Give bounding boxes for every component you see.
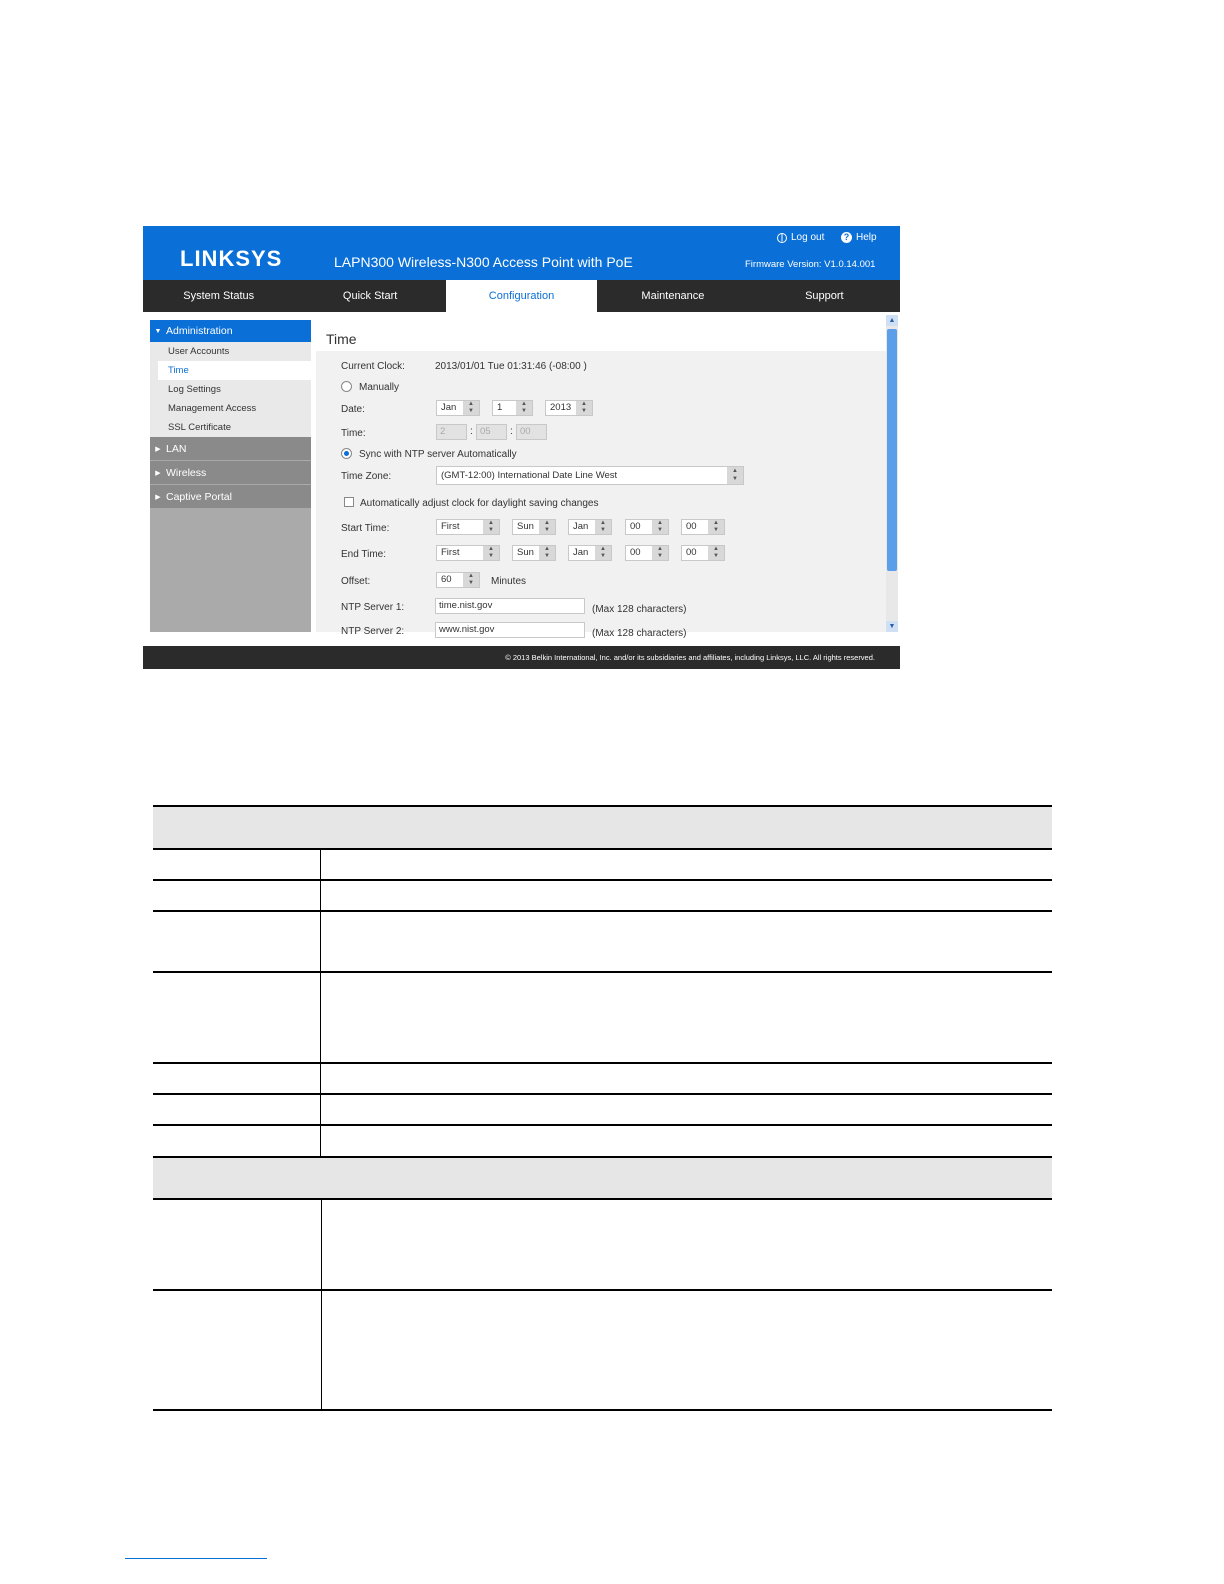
- content-scrollbar[interactable]: [886, 315, 898, 632]
- spinner-icon: ▲ ▼: [595, 520, 611, 534]
- tab-configuration[interactable]: Configuration: [446, 280, 597, 312]
- ntp1-input[interactable]: time.nist.gov: [435, 598, 585, 614]
- table-rule: [153, 1409, 1052, 1411]
- ntp2-hint: (Max 128 characters): [592, 628, 687, 639]
- ntp-sync-label: Sync with NTP server Automatically: [359, 449, 517, 460]
- copyright-footer: © 2013 Belkin International, Inc. and/or its subsidiaries and affiliates, including Linksys, LLC. All rights reserved.: [143, 646, 900, 669]
- spinner-icon: ▲ ▼: [576, 401, 592, 415]
- scroll-down-icon[interactable]: ▼: [886, 621, 898, 632]
- start-time-label: Start Time:: [341, 523, 390, 534]
- ntp1-label: NTP Server 1:: [341, 602, 405, 613]
- scroll-up-icon[interactable]: ▲: [886, 315, 898, 326]
- current-clock-value: 2013/01/01 Tue 01:31:46 (-08:00 ): [435, 361, 587, 372]
- table-rule: [153, 1124, 1052, 1126]
- sidebar-group-captive-portal[interactable]: ▶ Captive Portal: [150, 485, 311, 509]
- spinner-icon: ▲ ▼: [708, 520, 724, 534]
- brand-logo: LINKSYS: [180, 246, 283, 271]
- year-select[interactable]: 2013 ▲ ▼: [545, 400, 593, 416]
- sidebar-item-ssl-certificate[interactable]: SSL Certificate: [168, 422, 232, 433]
- day-select[interactable]: 1 ▲ ▼: [492, 400, 533, 416]
- logout-link[interactable]: | Log out: [777, 232, 824, 243]
- second-input[interactable]: 00: [516, 424, 547, 440]
- table-column-divider: [321, 1200, 322, 1409]
- current-clock-label: Current Clock:: [341, 361, 405, 372]
- timezone-label: Time Zone:: [341, 471, 392, 482]
- triangle-right-icon: ▶: [155, 493, 161, 501]
- sidebar: [150, 320, 311, 632]
- panel-header: [316, 320, 886, 351]
- spinner-icon: ▲ ▼: [595, 546, 611, 560]
- triangle-right-icon: ▶: [155, 469, 161, 477]
- time-settings-panel: [316, 320, 886, 639]
- end-week-select[interactable]: First ▲ ▼: [436, 545, 500, 561]
- header-bar: [143, 226, 900, 280]
- table-rule: [153, 971, 1052, 973]
- sidebar-item-user-accounts[interactable]: User Accounts: [168, 346, 230, 357]
- sidebar-item-management-access[interactable]: Management Access: [168, 403, 257, 414]
- spinner-icon: ▲ ▼: [463, 401, 479, 415]
- hour-input[interactable]: 2: [436, 424, 467, 440]
- scroll-thumb[interactable]: [887, 329, 897, 571]
- table-rule: [153, 1156, 1052, 1158]
- footnote-rule: [125, 1558, 267, 1559]
- ntp1-hint: (Max 128 characters): [592, 604, 687, 615]
- table-section-band: [153, 1157, 1052, 1198]
- spinner-icon: ▲ ▼: [652, 520, 668, 534]
- colon-separator: :: [470, 426, 473, 437]
- help-link[interactable]: ? Help: [841, 232, 877, 243]
- end-weekday-select[interactable]: Sun ▲ ▼: [512, 545, 556, 561]
- tab-support[interactable]: Support: [805, 290, 844, 302]
- start-minute-select[interactable]: 00 ▲ ▼: [681, 519, 725, 535]
- start-hour-select[interactable]: 00 ▲ ▼: [625, 519, 669, 535]
- firmware-version: Firmware Version: V1.0.14.001: [745, 259, 876, 270]
- table-rule: [153, 1289, 1052, 1291]
- time-label: Time:: [341, 428, 366, 439]
- start-month-select[interactable]: Jan ▲ ▼: [568, 519, 612, 535]
- spinner-icon: ▲ ▼: [463, 573, 479, 587]
- table-rule: [153, 848, 1052, 850]
- minutes-label: Minutes: [491, 576, 527, 587]
- router-screenshot: [143, 226, 900, 669]
- table-column-divider: [320, 850, 321, 1156]
- ntp2-label: NTP Server 2:: [341, 626, 405, 637]
- start-weekday-select[interactable]: Sun ▲ ▼: [512, 519, 556, 535]
- manual-radio[interactable]: [341, 381, 352, 392]
- spinner-icon: ▲ ▼: [539, 520, 555, 534]
- offset-label: Offset:: [341, 576, 371, 587]
- spinner-icon: ▲ ▼: [483, 520, 499, 534]
- sidebar-group-wireless[interactable]: ▶ Wireless: [150, 461, 311, 485]
- timezone-select[interactable]: (GMT-12:00) International Date Line West ▲ ▼: [436, 466, 744, 485]
- product-title: LAPN300 Wireless-N300 Access Point with PoE: [334, 254, 633, 270]
- tab-maintenance[interactable]: Maintenance: [641, 290, 705, 302]
- table-header-band: [153, 806, 1052, 848]
- spinner-icon: ▲ ▼: [727, 467, 743, 484]
- end-minute-select[interactable]: 00 ▲ ▼: [681, 545, 725, 561]
- minute-input[interactable]: 05: [476, 424, 507, 440]
- table-rule: [153, 879, 1052, 881]
- date-label: Date:: [341, 404, 365, 415]
- table-rule: [153, 1198, 1052, 1200]
- ntp-sync-radio[interactable]: [341, 448, 352, 459]
- spinner-icon: ▲ ▼: [516, 401, 532, 415]
- tab-system-status[interactable]: System Status: [183, 290, 255, 302]
- month-select[interactable]: Jan ▲ ▼: [436, 400, 480, 416]
- colon-separator: :: [510, 426, 513, 437]
- table-rule: [153, 910, 1052, 912]
- ntp2-input[interactable]: www.nist.gov: [435, 622, 585, 638]
- power-icon: |: [777, 233, 787, 243]
- end-hour-select[interactable]: 00 ▲ ▼: [625, 545, 669, 561]
- tab-quick-start[interactable]: Quick Start: [342, 290, 398, 302]
- page-title: Time: [326, 331, 357, 347]
- triangle-down-icon: ▼: [154, 327, 162, 335]
- sidebar-group-lan[interactable]: ▶ LAN: [150, 437, 311, 461]
- manual-label: Manually: [359, 382, 400, 393]
- spinner-icon: ▲ ▼: [652, 546, 668, 560]
- start-week-select[interactable]: First ▲ ▼: [436, 519, 500, 535]
- sidebar-item-time[interactable]: Time: [158, 361, 311, 380]
- end-month-select[interactable]: Jan ▲ ▼: [568, 545, 612, 561]
- end-time-label: End Time:: [341, 549, 387, 560]
- dst-checkbox[interactable]: [344, 497, 354, 507]
- offset-select[interactable]: 60 ▲ ▼: [436, 572, 480, 588]
- spinner-icon: ▲ ▼: [539, 546, 555, 560]
- spinner-icon: ▲ ▼: [708, 546, 724, 560]
- help-icon: ?: [841, 232, 852, 243]
- dst-label: Automatically adjust clock for daylight saving changes: [360, 498, 599, 509]
- spinner-icon: ▲ ▼: [483, 546, 499, 560]
- sidebar-submenu: [150, 342, 311, 437]
- table-rule: [153, 805, 1052, 807]
- table-rule: [153, 1093, 1052, 1095]
- sidebar-group-administration[interactable]: ▼ Administration: [150, 320, 311, 342]
- table-rule: [153, 1062, 1052, 1064]
- main-nav: [143, 280, 900, 312]
- sidebar-item-log-settings[interactable]: Log Settings: [168, 384, 221, 395]
- triangle-right-icon: ▶: [155, 445, 161, 453]
